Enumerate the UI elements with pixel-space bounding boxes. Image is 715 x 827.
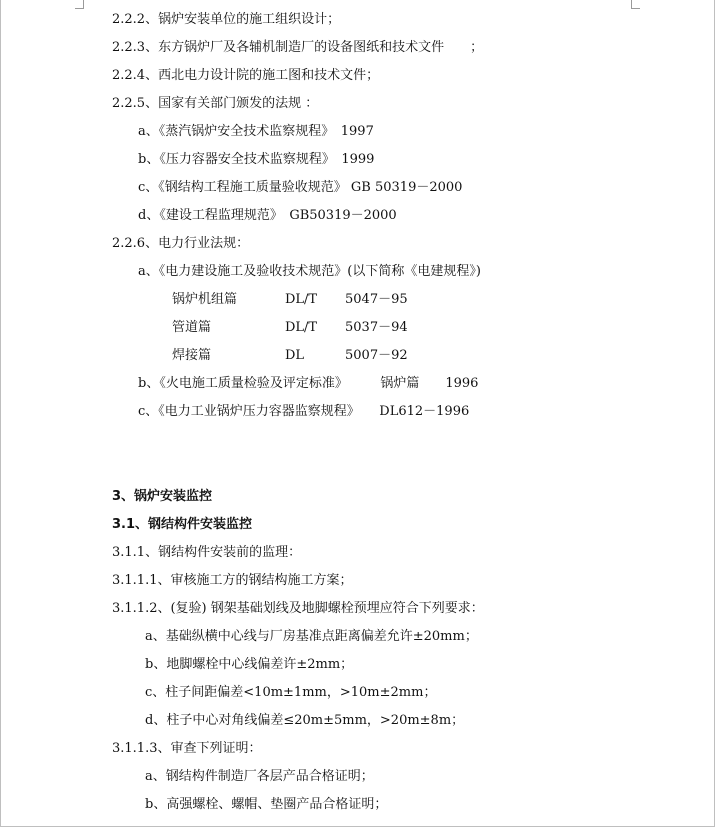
table-cell-number: 5037－94 <box>345 320 408 335</box>
crop-mark-left <box>83 0 84 8</box>
section-heading: 3、锅炉安装监控 <box>112 489 213 504</box>
certificate-item-b: b、高强螺栓、螺帽、垫圈产品合格证明； <box>145 797 388 812</box>
table-cell-code: DL/T <box>285 292 318 307</box>
regulation-item-a: a、《蒸汽锅炉安全技术监察规程》 1997 <box>138 124 374 139</box>
clause-3-1-1-3: 3.1.1.3、审查下列证明： <box>112 741 262 756</box>
table-cell-name: 锅炉机组篇 <box>172 292 238 307</box>
requirement-item-d: d、柱子中心对角线偏差≤20m±5mm，>20m±8m； <box>145 713 465 728</box>
table-cell-code: DL/T <box>285 320 318 335</box>
crop-mark-right <box>631 8 640 9</box>
clause-2-2-2: 2.2.2、锅炉安装单位的施工组织设计； <box>112 12 341 27</box>
requirement-item-c: c、柱子间距偏差<10m±1mm，>10m±2mm； <box>145 685 437 700</box>
clause-2-2-3: 2.2.3、东方锅炉厂及各辅机制造厂的设备图纸和技术文件 ； <box>112 40 484 55</box>
regulation-item-d: d、《建设工程监理规范》 GB50319－2000 <box>138 208 397 223</box>
clause-2-2-5: 2.2.5、国家有关部门颁发的法规 ： <box>112 96 319 111</box>
table-cell-code: DL <box>285 348 305 363</box>
page-left-border <box>0 0 1 827</box>
industry-item-b: b、《火电施工质量检验及评定标准》 锅炉篇 1996 <box>138 376 479 391</box>
table-cell-name: 焊接篇 <box>172 348 212 363</box>
clause-3-1-1-2: 3.1.1.2、(复验) 钢架基础划线及地脚螺栓预埋应符合下列要求： <box>112 601 484 616</box>
industry-item-a: a、《电力建设施工及验收技术规范》(以下简称《电建规程》) <box>138 264 481 279</box>
table-cell-name: 管道篇 <box>172 320 212 335</box>
table-cell-number: 5007－92 <box>345 348 408 363</box>
regulation-item-b: b、《压力容器安全技术监察规程》 1999 <box>138 152 375 167</box>
subsection-heading: 3.1、钢结构件安装监控 <box>112 517 253 532</box>
table-cell-number: 5047－95 <box>345 292 408 307</box>
regulation-item-c: c、《钢结构工程施工质量验收规范》 GB 50319－2000 <box>138 180 463 195</box>
industry-item-c: c、《电力工业锅炉压力容器监察规程》 DL612－1996 <box>138 404 470 419</box>
clause-2-2-4: 2.2.4、西北电力设计院的施工图和技术文件； <box>112 68 380 83</box>
certificate-item-a: a、钢结构件制造厂各层产品合格证明； <box>145 769 374 784</box>
clause-3-1-1-1: 3.1.1.1、审核施工方的钢结构施工方案； <box>112 573 353 588</box>
requirement-item-a: a、基础纵横中心线与厂房基准点距离偏差允许±20mm； <box>145 629 478 644</box>
clause-2-2-6: 2.2.6、电力行业法规： <box>112 236 250 251</box>
clause-3-1-1: 3.1.1、钢结构件安装前的监理： <box>112 545 302 560</box>
crop-mark-right <box>631 0 632 8</box>
requirement-item-b: b、地脚螺栓中心线偏差许±2mm； <box>145 657 354 672</box>
crop-mark-left <box>75 8 84 9</box>
